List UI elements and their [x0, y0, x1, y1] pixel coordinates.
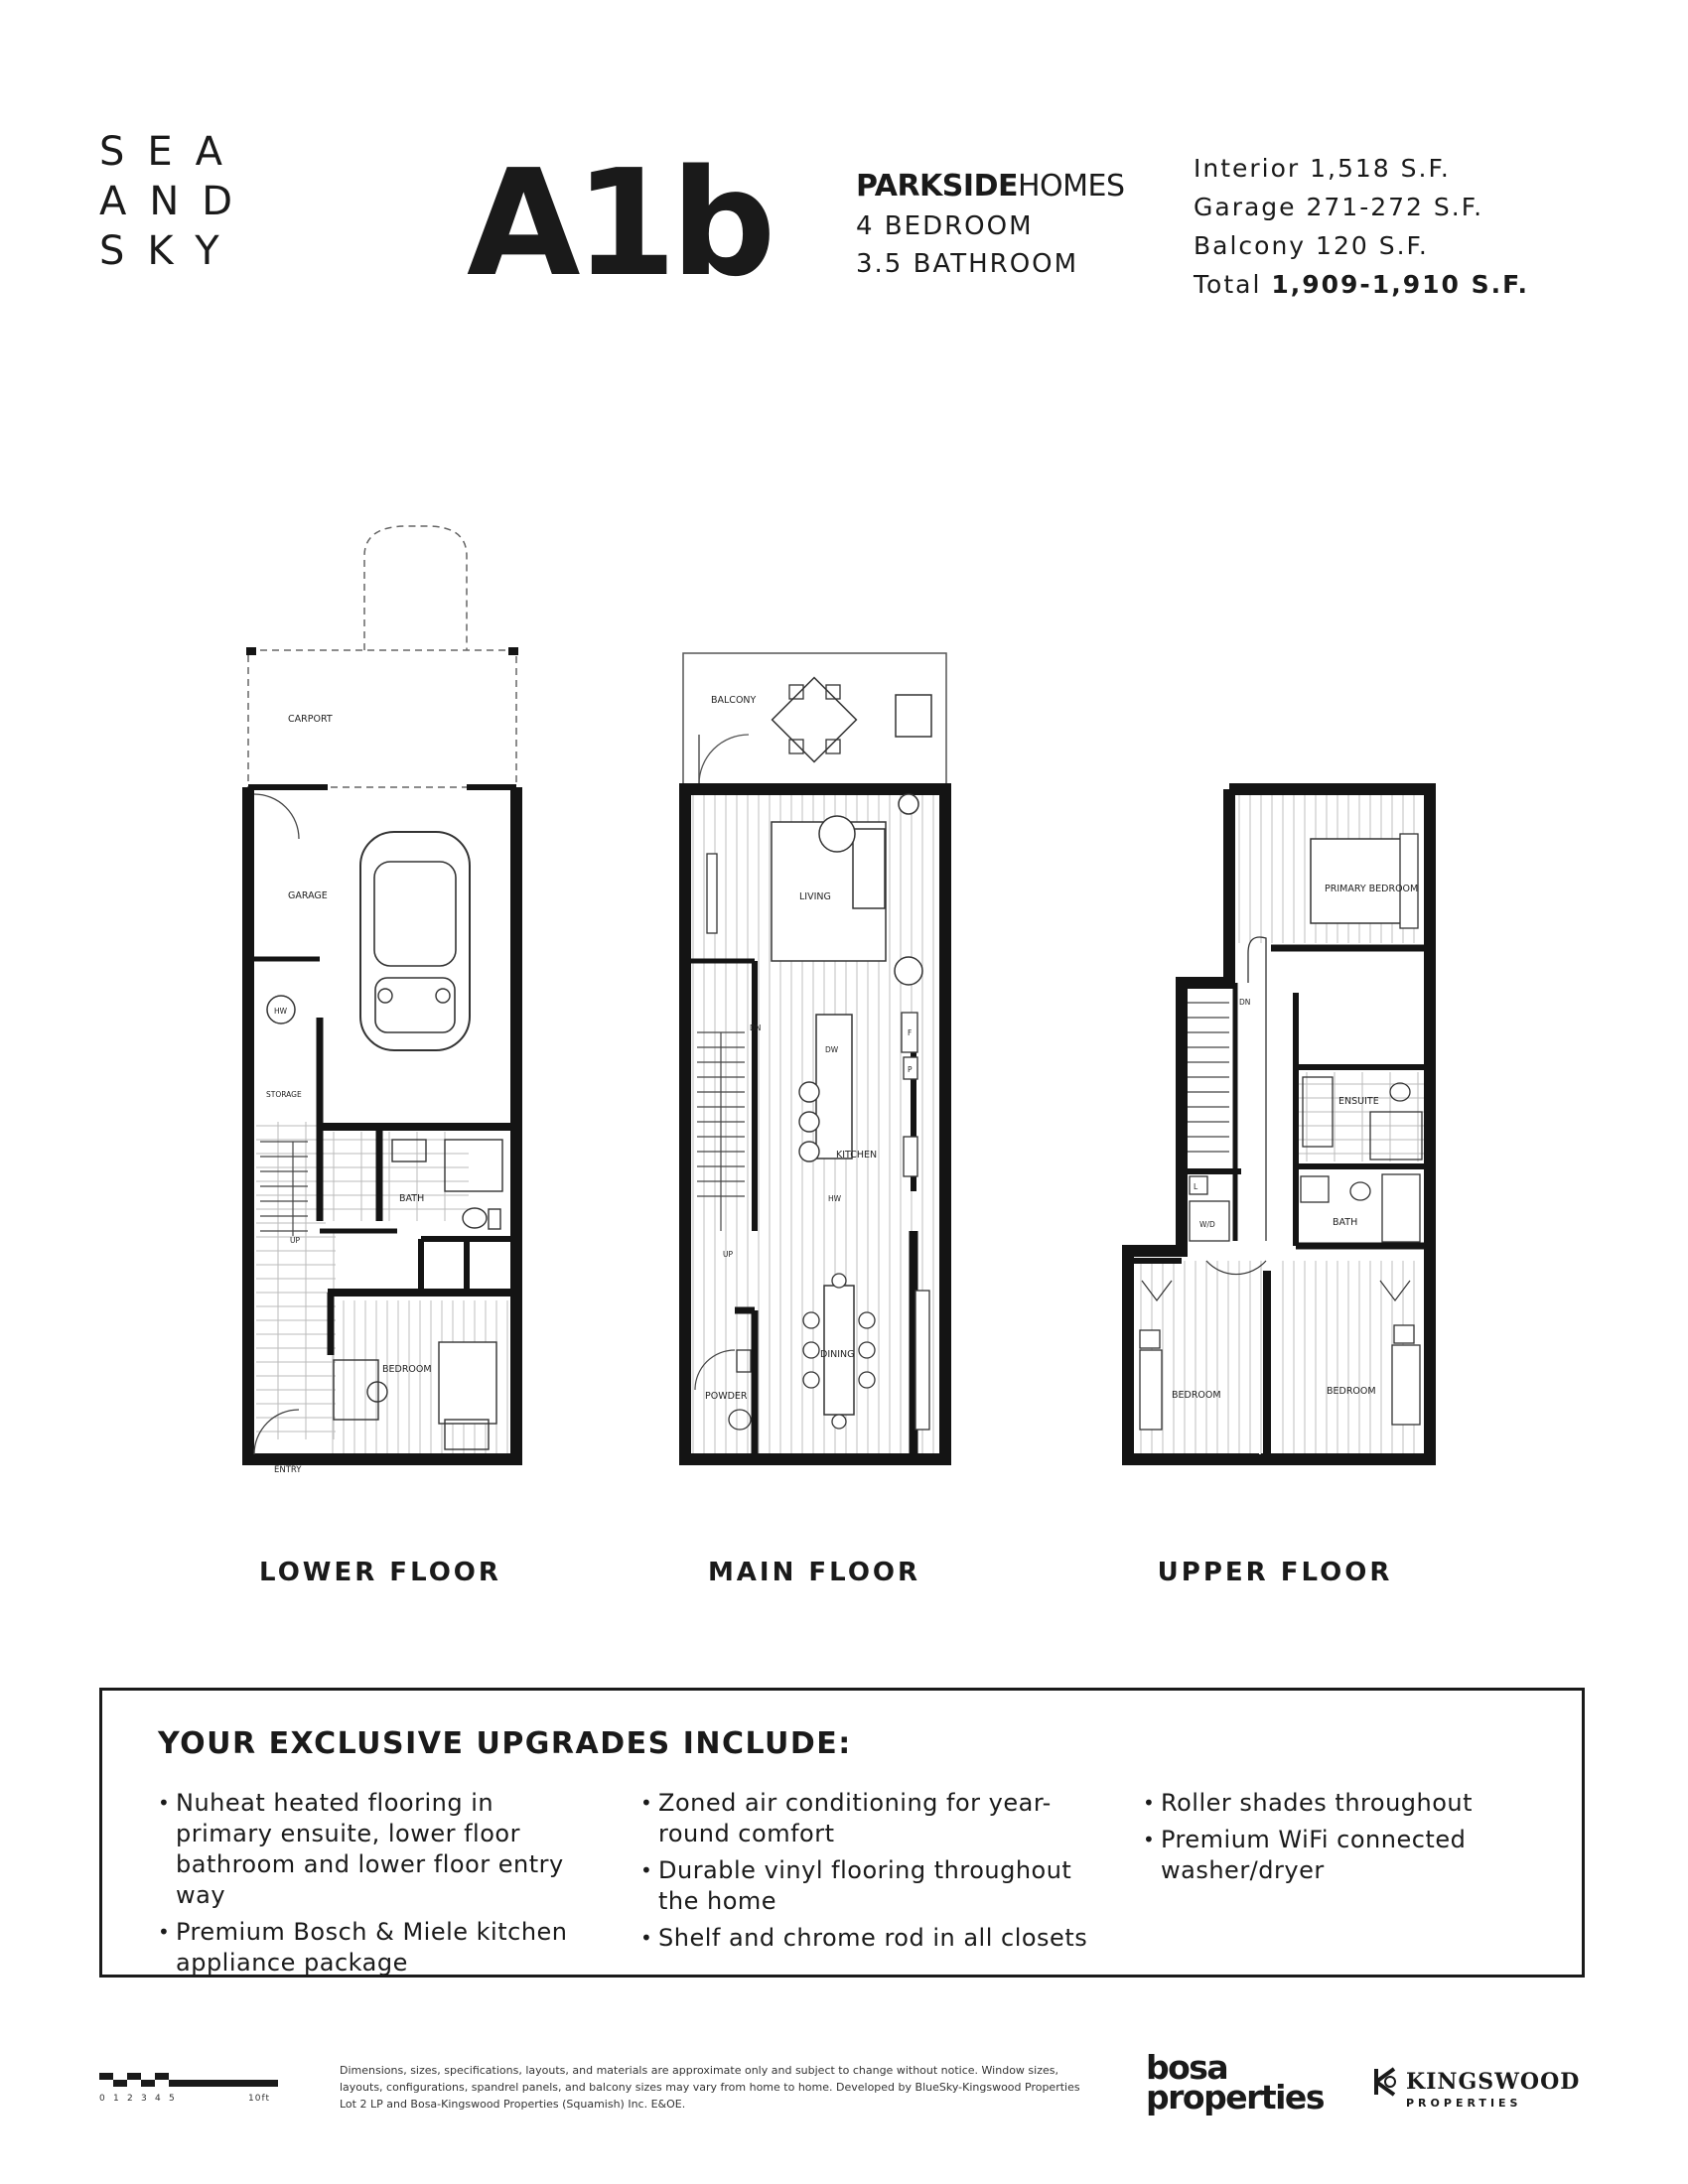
upgrade-item: • Durable vinyl flooring throughout the home: [640, 1855, 1097, 1917]
main-label-pantry: P: [908, 1065, 913, 1074]
lower-label-up: UP: [290, 1236, 301, 1245]
upgrade-item: • Shelf and chrome rod in all closets: [640, 1923, 1097, 1954]
main-label-powder: POWDER: [705, 1391, 748, 1402]
balcony-outline: [683, 653, 946, 787]
scale-bar: [99, 2073, 298, 2111]
total-label: Total: [1194, 270, 1262, 299]
kingswood-properties-logo: [1368, 2065, 1580, 2110]
upgrade-item: • Premium Bosch & Miele kitchen appliance package: [158, 1917, 595, 1979]
upgrades-column-3: [1143, 1788, 1540, 1892]
main-label-living: LIVING: [799, 891, 831, 902]
garage-area: Garage 271-272 S.F.: [1194, 193, 1484, 221]
upgrades-title: YOUR EXCLUSIVE UPGRADES INCLUDE:: [158, 1726, 852, 1761]
main-label-dn: DN: [750, 1024, 762, 1032]
main-label-dw: DW: [825, 1045, 839, 1054]
bedroom-count: 4 BEDROOM: [856, 211, 1034, 241]
upgrade-item: • Premium WiFi connected washer/dryer: [1143, 1825, 1540, 1886]
unit-name: A1b: [467, 138, 771, 309]
scale-tick-3: 3: [141, 2094, 148, 2104]
main-label-up: UP: [723, 1250, 734, 1259]
bosa-logo-line-1: bosa: [1146, 2048, 1228, 2087]
lower-label-garage: GARAGE: [288, 890, 328, 901]
upgrades-column-1: [158, 1788, 595, 1984]
scale-tick-4: 4: [155, 2094, 162, 2104]
balcony-bbq-icon: [896, 695, 931, 737]
upper-label-bedroom-1: BEDROOM: [1172, 1390, 1221, 1401]
disclaimer-text: Dimensions, sizes, specifications, layouts, and materials are approximate only and subject to change without notice. Window sizes, layouts, configurations, spandrel panels, and balcony sizes may vary from home to home. Developed by BlueSky-Kingswood Properties Lot 2 LP and Bosa-Kingswood Properties (Squamish) Inc. E&OE.: [340, 2064, 1080, 2111]
bosa-properties-logo: [1146, 2048, 1324, 2116]
scale-tick-5: 5: [169, 2094, 176, 2104]
upgrades-column-2: [640, 1788, 1097, 1960]
upper-floor-title: UPPER FLOOR: [1157, 1558, 1393, 1587]
interior-area: Interior 1,518 S.F.: [1194, 154, 1451, 183]
upper-label-bath: BATH: [1333, 1217, 1358, 1228]
main-label-kitchen: KITCHEN: [836, 1150, 878, 1160]
total-value: 1,909-1,910 S.F.: [1271, 270, 1529, 299]
main-label-dining: DINING: [820, 1349, 855, 1360]
lower-label-bedroom: BEDROOM: [382, 1364, 432, 1375]
lower-floor-plan: [246, 526, 518, 1475]
scale-tick-0: 0: [99, 2094, 106, 2104]
scale-tick-1: 1: [113, 2094, 120, 2104]
upper-label-ensuite: ENSUITE: [1338, 1096, 1379, 1107]
lower-label-entry: ENTRY: [274, 1465, 302, 1475]
primary-bed: [1311, 839, 1415, 923]
scale-tick-2: 2: [127, 2094, 134, 2104]
kingswood-emblem-icon: [1368, 2065, 1402, 2099]
logo-line-3: SKY: [99, 228, 242, 274]
main-label-balcony: BALCONY: [711, 695, 757, 706]
upgrades-box: [99, 1688, 1585, 1978]
logo-line-1: SEA: [99, 129, 246, 175]
lower-label-bath: BATH: [399, 1193, 425, 1204]
upper-label-bedroom-2: BEDROOM: [1327, 1386, 1376, 1397]
balcony-area: Balcony 120 S.F.: [1194, 231, 1429, 260]
bosa-logo-line-2: properties: [1146, 2078, 1324, 2116]
brand-bold: PARKSIDE: [856, 169, 1018, 204]
upper-label-linen: L: [1194, 1182, 1198, 1191]
balcony-table-icon: [773, 678, 857, 762]
bathroom-count: 3.5 BATHROOM: [856, 249, 1079, 279]
main-floor-title: MAIN FLOOR: [707, 1558, 921, 1587]
carport-car-outline: [364, 526, 467, 650]
upper-label-dn: DN: [1239, 998, 1251, 1007]
lower-label-carport: CARPORT: [288, 714, 333, 725]
scale-bar-graphic: [99, 2073, 298, 2107]
main-label-hw: HW: [828, 1194, 842, 1203]
lower-floor-title: LOWER FLOOR: [259, 1558, 501, 1587]
kingswood-subtitle: PROPERTIES: [1406, 2097, 1522, 2110]
brand-light: HOMES: [1017, 169, 1125, 204]
kingswood-name: KINGSWOOD: [1406, 2069, 1581, 2095]
upgrade-item: • Roller shades throughout: [1143, 1788, 1540, 1819]
upper-label-washer-dryer: W/D: [1199, 1220, 1215, 1229]
main-label-fridge: F: [908, 1028, 913, 1037]
upper-label-primary-bedroom: PRIMARY BEDROOM: [1325, 884, 1419, 894]
upper-floor-plan: [1128, 789, 1430, 1459]
upgrade-item: • Zoned air conditioning for year-round comfort: [640, 1788, 1097, 1849]
lower-label-storage: STORAGE: [266, 1090, 302, 1099]
upgrade-item: • Nuheat heated flooring in primary ensuite, lower floor bathroom and lower floor entry way: [158, 1788, 595, 1911]
scale-end-label: 10ft: [248, 2094, 270, 2104]
main-floor-plan: [683, 653, 946, 1459]
logo-line-2: AND: [99, 179, 256, 224]
lower-label-hw: HW: [274, 1007, 288, 1016]
kitchen-island: [816, 1015, 852, 1159]
